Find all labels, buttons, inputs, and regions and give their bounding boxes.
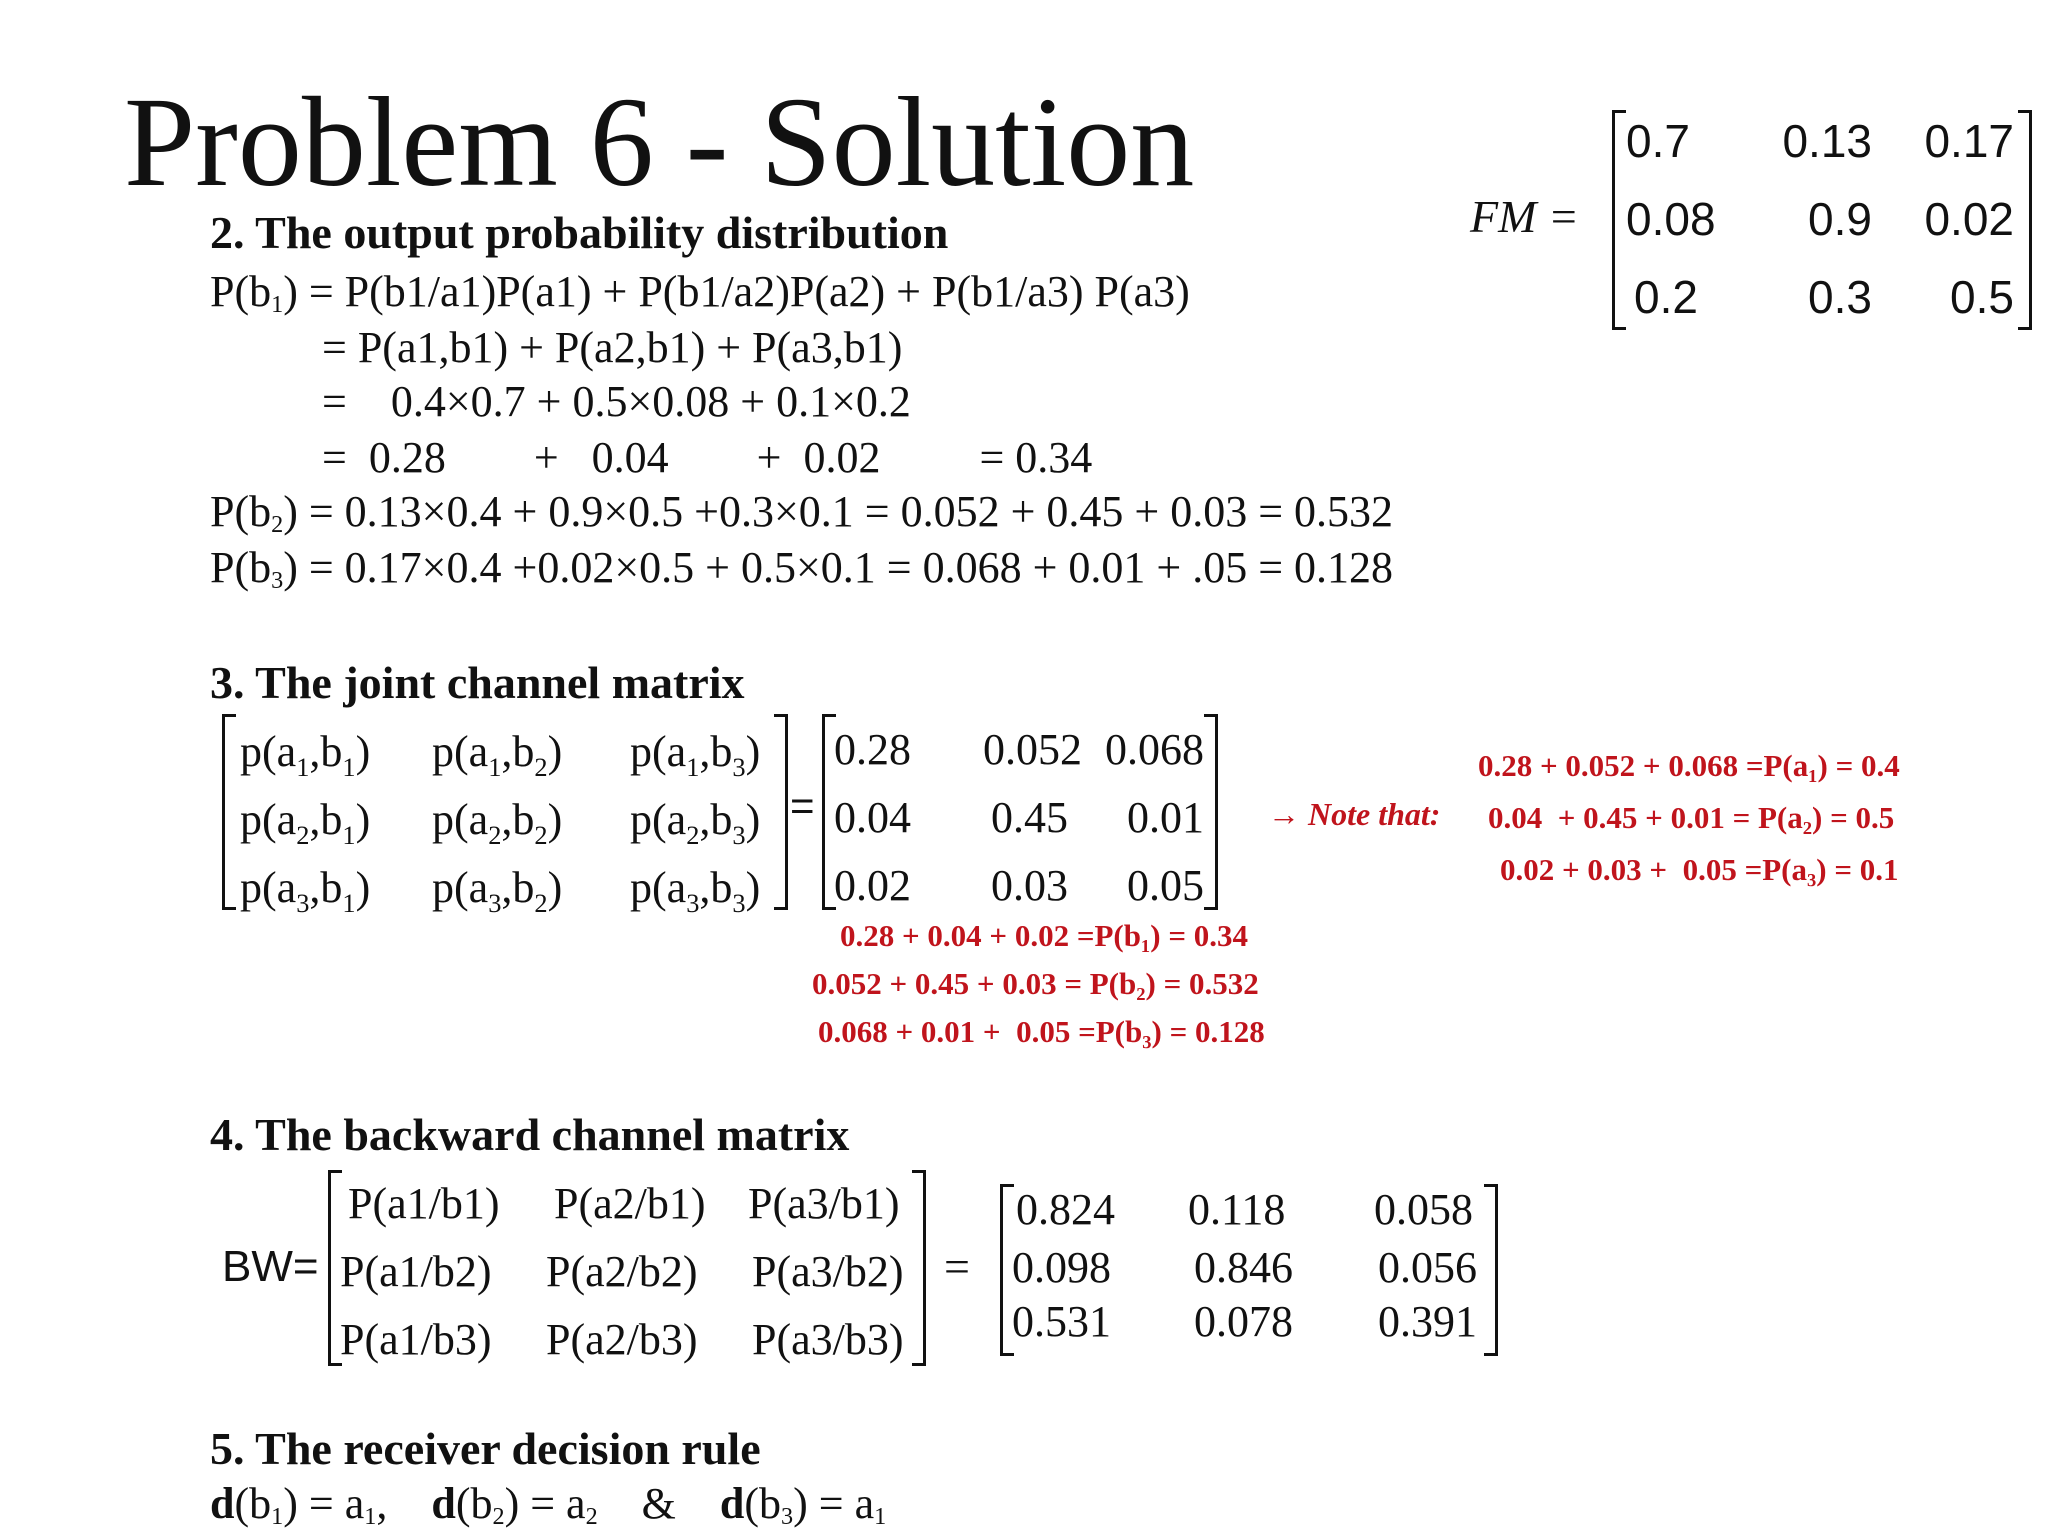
bw-label: BW= xyxy=(222,1242,319,1291)
joint-value: 0.45 xyxy=(991,793,1068,842)
joint-value: 0.28 xyxy=(834,725,911,774)
section-heading-backward-matrix: 4. The backward channel matrix xyxy=(210,1109,850,1160)
pb1-line-2: = P(a1,b1) + P(a2,b1) + P(a3,b1) xyxy=(322,323,903,372)
text: ) = 0.17×0.4 +0.02×0.5 + 0.5×0.1 = 0.068 + 0.01 + .05 = 0.128 xyxy=(283,543,1394,592)
subscript: 3 xyxy=(271,567,284,595)
joint-symbol: $p(a_2,b_2)$ xyxy=(432,795,563,850)
text: (b xyxy=(744,1479,782,1528)
subscript: 2 xyxy=(492,1503,505,1531)
text: ) = a xyxy=(793,1479,875,1528)
row-sum-a1: 0.28 + 0.052 + 0.068 =P(a₁) = 0.4 xyxy=(1478,748,1900,783)
backward-symbol: P(a1/b1) xyxy=(348,1179,500,1228)
joint-value: 0.01 xyxy=(1127,793,1204,842)
bracket-right xyxy=(2018,110,2032,330)
joint-value: 0.05 xyxy=(1127,861,1204,910)
text: P(b xyxy=(210,487,272,536)
bracket-right xyxy=(774,714,788,910)
column-sum-b2: 0.052 + 0.45 + 0.03 = P(b₂) = 0.532 xyxy=(812,966,1259,1001)
page-title: Problem 6 - Solution xyxy=(124,71,1195,213)
backward-value: 0.824 xyxy=(1016,1185,1115,1234)
joint-symbol: $p(a_1,b_3)$ xyxy=(630,727,761,782)
bracket-right xyxy=(912,1170,926,1366)
subscript: 1 xyxy=(271,291,284,319)
fm-cell: 0.5 xyxy=(1950,271,2014,323)
backward-symbol: P(a3/b3) xyxy=(752,1315,904,1364)
text: d xyxy=(210,1479,235,1528)
text: , xyxy=(376,1479,388,1528)
fm-cell: 0.13 xyxy=(1782,115,1872,167)
backward-symbol-matrix xyxy=(328,1170,926,1366)
note-label: → Note that: xyxy=(1268,796,1441,832)
row-sum-a3: 0.02 + 0.03 + 0.05 =P(a₃) = 0.1 xyxy=(1500,852,1899,887)
pb1-line-3: = 0.4×0.7 + 0.5×0.08 + 0.1×0.2 xyxy=(322,377,911,426)
backward-symbol: P(a3/b1) xyxy=(748,1179,900,1228)
fm-cell: 0.02 xyxy=(1924,193,2014,245)
text: P(b xyxy=(210,543,272,592)
text: ) = a xyxy=(283,1479,365,1528)
joint-symbol: $p(a_1,b_1)$ xyxy=(240,727,371,782)
text: & xyxy=(641,1479,676,1528)
backward-symbol: P(a2/b1) xyxy=(554,1179,706,1228)
text: (b xyxy=(234,1479,272,1528)
backward-value: 0.531 xyxy=(1012,1297,1111,1346)
joint-value: 0.068 xyxy=(1105,725,1204,774)
text: (b xyxy=(455,1479,493,1528)
equals-sign: = xyxy=(790,782,815,829)
pb2-line xyxy=(210,486,1393,539)
joint-symbol: $p(a_3,b_2)$ xyxy=(432,863,563,918)
column-sum-b1: 0.28 + 0.04 + 0.02 =P(b₁) = 0.34 xyxy=(840,918,1249,953)
backward-symbol: P(a1/b3) xyxy=(340,1315,492,1364)
subscript: 1 xyxy=(364,1503,377,1531)
fm-cell: 0.7 xyxy=(1626,115,1690,167)
joint-symbol: $p(a_2,b_3)$ xyxy=(630,795,761,850)
text: P(b xyxy=(210,267,272,316)
subscript: 1 xyxy=(874,1503,887,1531)
subscript: 2 xyxy=(585,1503,598,1531)
backward-value: 0.391 xyxy=(1378,1297,1477,1346)
text: d xyxy=(431,1479,456,1528)
pb1-line xyxy=(210,266,1190,319)
fm-matrix xyxy=(1612,110,2032,334)
joint-value: 0.04 xyxy=(834,793,911,842)
row-sum-a2: 0.04 + 0.45 + 0.01 = P(a₂) = 0.5 xyxy=(1488,800,1895,835)
fm-cell: 0.2 xyxy=(1634,271,1698,323)
fm-cell: 0.9 xyxy=(1808,193,1872,245)
joint-value: 0.03 xyxy=(991,861,1068,910)
backward-symbol: P(a2/b2) xyxy=(546,1247,698,1296)
backward-symbol: P(a1/b2) xyxy=(340,1247,492,1296)
backward-value-matrix xyxy=(1000,1184,1498,1356)
pb1-line-4: = 0.28 + 0.04 + 0.02 = 0.34 xyxy=(322,433,1093,482)
bracket-left xyxy=(1612,110,1626,330)
text: ) = 0.13×0.4 + 0.9×0.5 +0.3×0.1 = 0.052 + 0.45 + 0.03 = 0.532 xyxy=(283,487,1394,536)
fm-cell: 0.17 xyxy=(1924,115,2014,167)
joint-symbol: $p(a_3,b_1)$ xyxy=(240,863,371,918)
backward-symbol: P(a2/b3) xyxy=(546,1315,698,1364)
joint-value: 0.052 xyxy=(983,725,1082,774)
pb3-line xyxy=(210,542,1393,595)
section-heading-decision-rule: 5. The receiver decision rule xyxy=(210,1423,761,1474)
joint-symbol: $p(a_2,b_1)$ xyxy=(240,795,371,850)
backward-value: 0.098 xyxy=(1012,1243,1111,1292)
joint-value-matrix xyxy=(822,714,1218,910)
backward-value: 0.846 xyxy=(1194,1243,1293,1292)
fm-cell: 0.08 xyxy=(1626,193,1716,245)
backward-value: 0.058 xyxy=(1374,1185,1473,1234)
subscript: 3 xyxy=(781,1503,794,1531)
subscript: 1 xyxy=(271,1503,284,1531)
joint-symbol-matrix xyxy=(222,714,788,918)
backward-value: 0.056 xyxy=(1378,1243,1477,1292)
text: ) = P(b1/a1)P(a1) + P(b1/a2)P(a2) + P(b1/a3) P(a3) xyxy=(283,267,1190,316)
column-sum-b3: 0.068 + 0.01 + 0.05 =P(b₃) = 0.128 xyxy=(818,1014,1265,1049)
decision-rule xyxy=(210,1478,886,1531)
section-heading-output-distribution: 2. The output probability distribution xyxy=(210,207,949,258)
backward-symbol: P(a3/b2) xyxy=(752,1247,904,1296)
fm-cell: 0.3 xyxy=(1808,271,1872,323)
text: d xyxy=(719,1479,745,1528)
fm-label: FM = xyxy=(1470,191,1579,242)
bracket-left xyxy=(222,714,236,910)
section-heading-joint-matrix: 3. The joint channel matrix xyxy=(210,657,745,708)
backward-value: 0.118 xyxy=(1188,1185,1286,1234)
backward-value: 0.078 xyxy=(1194,1297,1293,1346)
joint-value: 0.02 xyxy=(834,861,911,910)
bracket-right xyxy=(1484,1184,1498,1356)
text: ) = a xyxy=(504,1479,586,1528)
bracket-right xyxy=(1204,714,1218,910)
joint-symbol: $p(a_3,b_3)$ xyxy=(630,863,761,918)
equals-sign: = xyxy=(944,1241,970,1292)
joint-symbol: $p(a_1,b_2)$ xyxy=(432,727,563,782)
subscript: 2 xyxy=(271,511,284,539)
